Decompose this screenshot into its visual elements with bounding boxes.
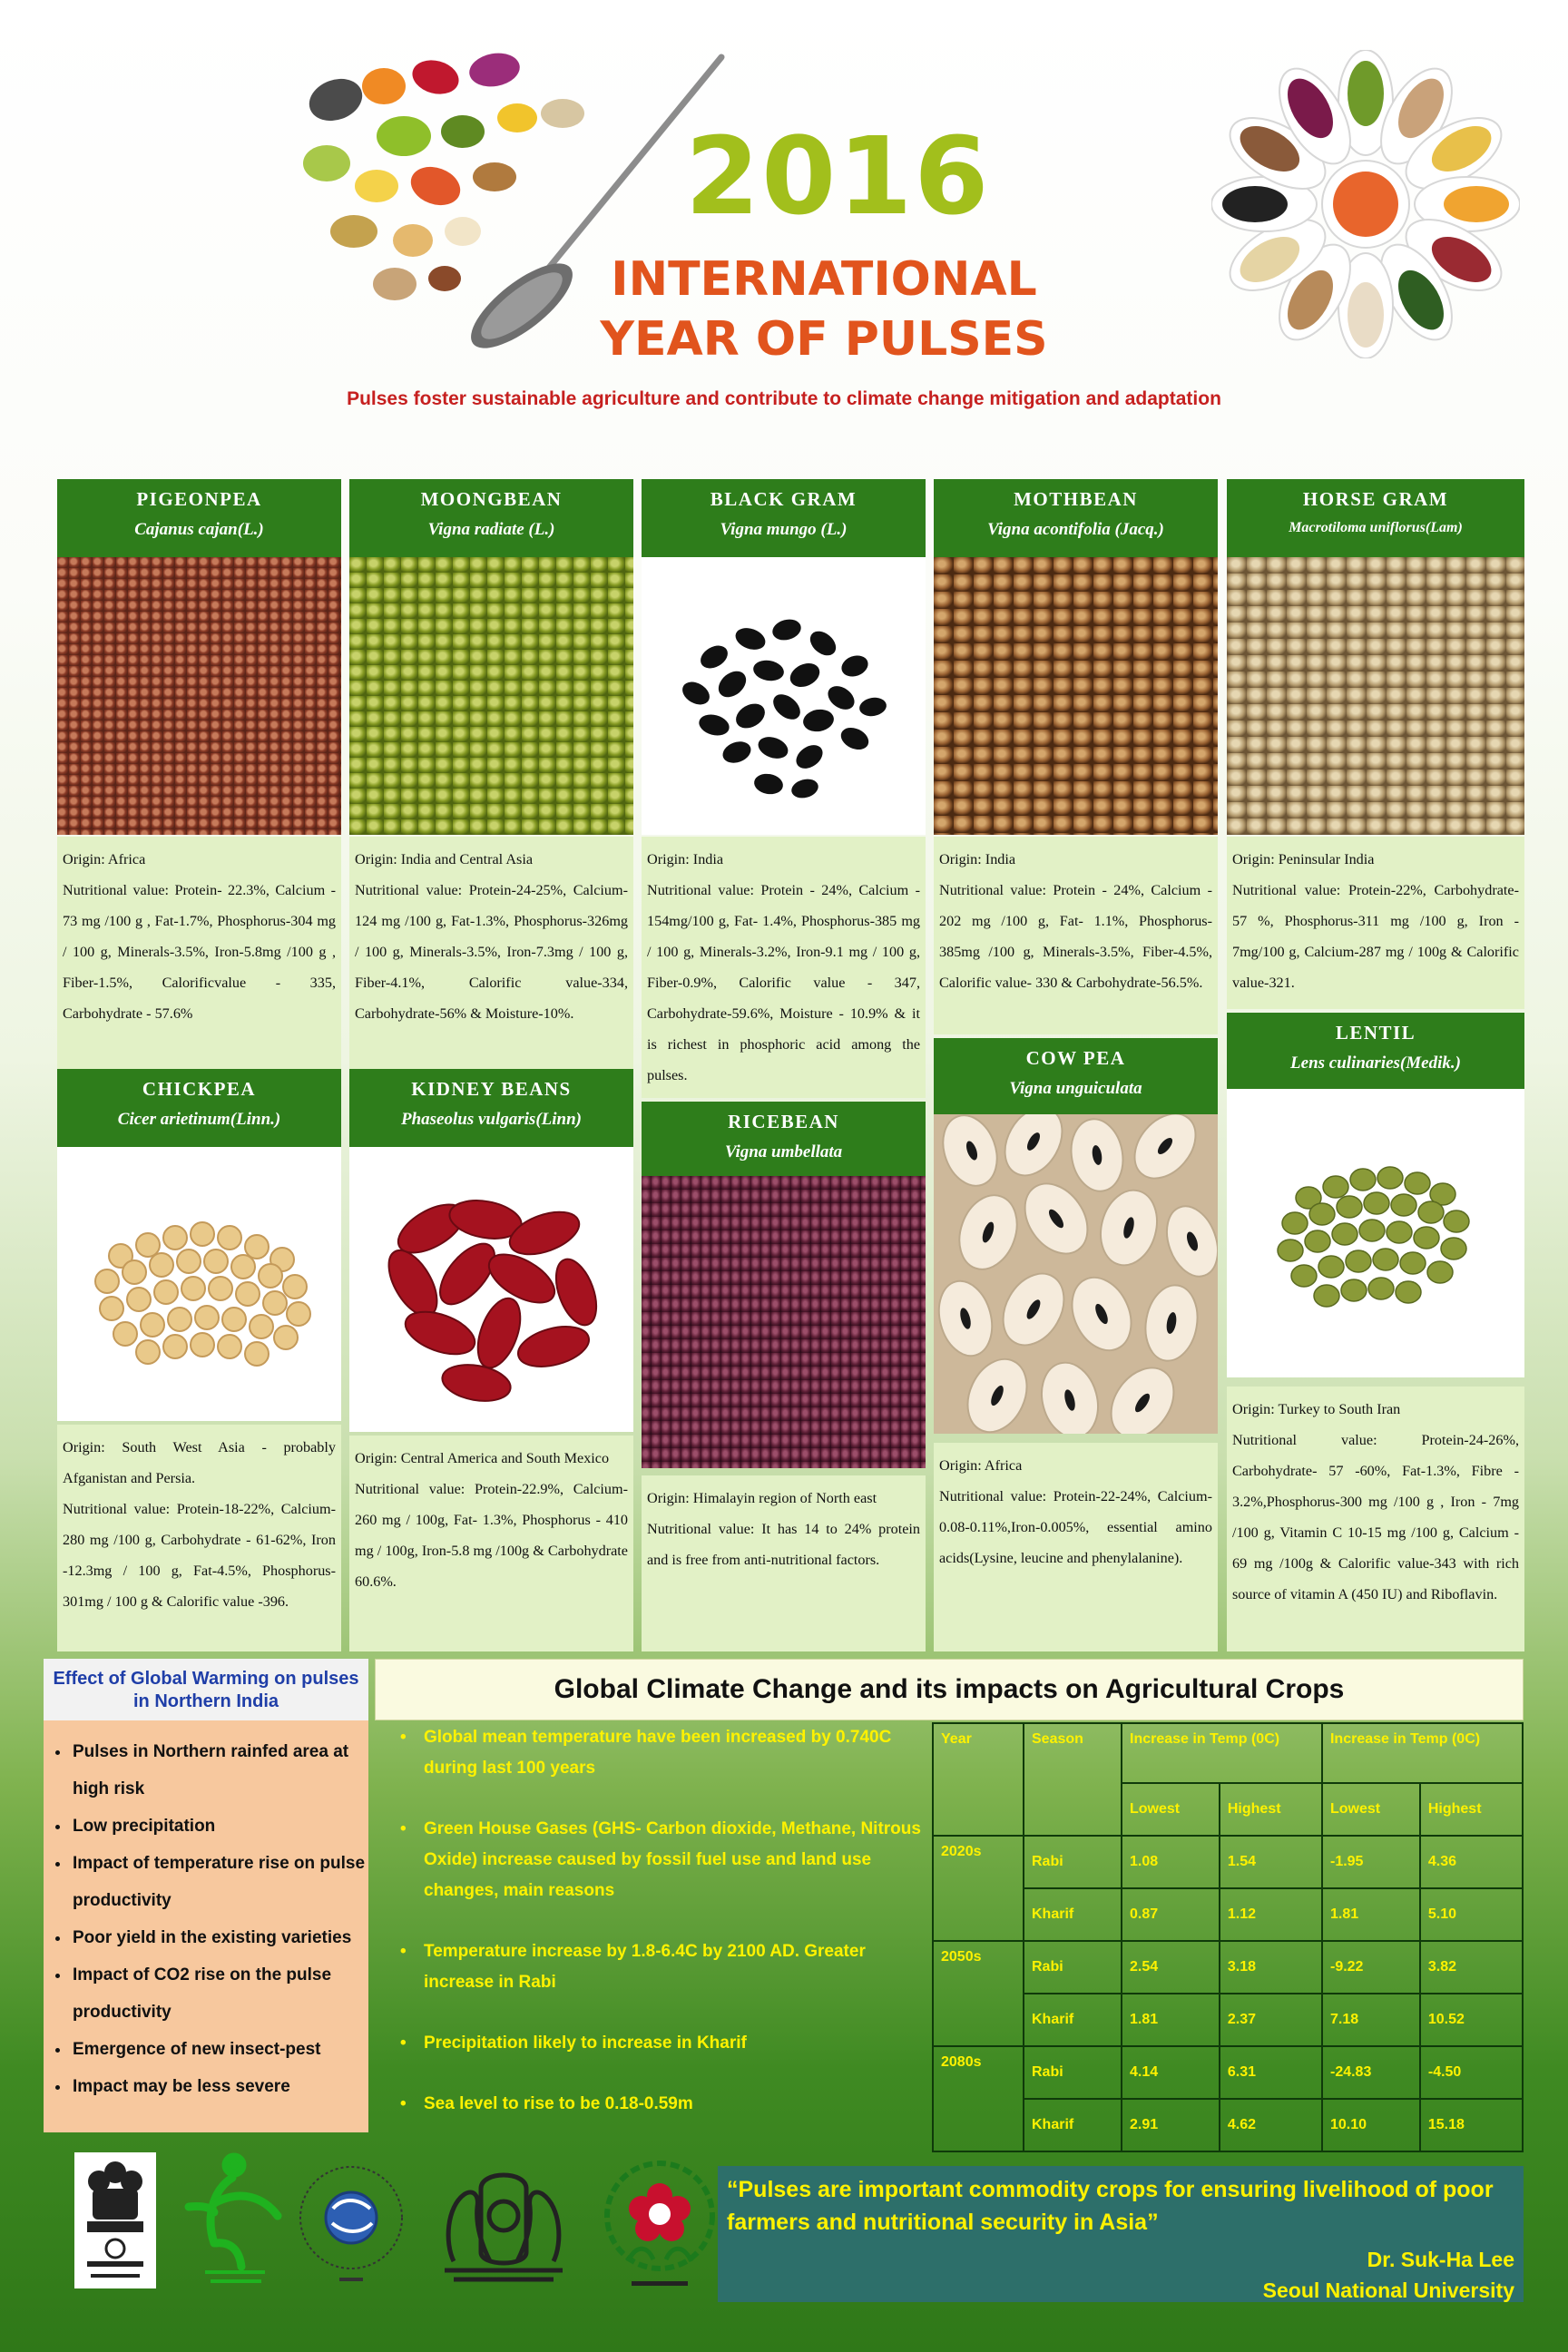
crop-name: PIGEONPEA xyxy=(136,488,262,510)
table-cell: 0.87 xyxy=(1122,1888,1220,1941)
table-row xyxy=(933,1836,1523,1888)
climate-points-list xyxy=(386,1722,930,2150)
cowpea-image xyxy=(934,1114,1218,1434)
list-item: • Low precipitation xyxy=(71,1808,368,1845)
moongbean-header xyxy=(349,479,633,557)
table-cell: 5.10 xyxy=(1420,1888,1523,1941)
global-warming-list xyxy=(44,1733,368,2105)
crop-nutrition: Nutritional value: Protein- 22.3%, Calcium - 73 mg /100 g , Fat-1.7%, Phosphorus-304 mg / 100 g, Minerals-3.5%, Iron-5.8mg /100 g , Fiber-1.5%, Calorificvalue - 335, Carbohydrate - 57.6% xyxy=(63,882,336,1022)
quote-author-affiliation: Seoul National University xyxy=(1262,2278,1514,2302)
moongbean-info xyxy=(349,837,633,1069)
crop-origin: Origin: Turkey to South Iran xyxy=(1232,1401,1401,1417)
crop-scientific-name: Vigna acontifolia (Jacq.) xyxy=(987,520,1164,539)
table-cell: 1.81 xyxy=(1322,1888,1420,1941)
horsegram-info xyxy=(1227,837,1524,1009)
crop-name: HORSE GRAM xyxy=(1302,488,1449,510)
crop-origin: Origin: Himalayin region of North east xyxy=(647,1490,877,1506)
table-cell: -1.95 xyxy=(1322,1836,1420,1888)
crop-nutrition: Nutritional value: Protein-22.9%, Calcium-260 mg / 100g, Fat- 1.3%, Phosphorus - 410 mg / 100g, Iron-5.8 mg /100g & Carbohydrate 60.6%. xyxy=(355,1481,628,1590)
crop-origin: Origin: India and Central Asia xyxy=(355,851,534,867)
crop-name: CHICKPEA xyxy=(142,1078,257,1100)
kscste-logo xyxy=(601,2152,719,2298)
emblem-of-india-logo xyxy=(74,2152,156,2288)
crop-scientific-name: Cajanus cajan(L.) xyxy=(134,520,264,539)
table-cell: 3.82 xyxy=(1420,1941,1523,1994)
table-cell: 2.54 xyxy=(1122,1941,1220,1994)
blackgram-image xyxy=(642,557,926,835)
table-cell: Rabi xyxy=(1024,1836,1122,1888)
table-header-cell: Increase in Temp (0C) xyxy=(1322,1723,1523,1783)
table-header-cell: Highest xyxy=(1420,1783,1523,1836)
pulses-bowl-icon xyxy=(1211,50,1520,358)
crop-scientific-name: Phaseolus vulgaris(Linn) xyxy=(400,1110,582,1129)
crop-nutrition: Nutritional value: Protein-18-22%, Calcium- 280 mg /100 g, Carbohydrate - 61-62%, Iron -12.3mg / 100 g, Fat-4.5%, Phosphorus- 301mg / 100 g & Calorific value -396. xyxy=(63,1501,336,1610)
table-header-cell: Increase in Temp (0C) xyxy=(1122,1723,1322,1783)
list-item: • Global mean temperature have been increased by 0.740C during last 100 years xyxy=(424,1722,930,1784)
lentil-image xyxy=(1227,1089,1524,1377)
crop-nutrition: Nutritional value: Protein-24-26%, Carbohydrate- 57 -60%, Fat-1.3%, Fibre - 3.2%,Phosphorus-300 mg /100 g , Iron - 7mg /100 g, Vitamin C 10-15 mg /100 g, Calcium - 69 mg /100g & Calorific value-343 with rich source of vitamin A (450 IU) and Riboflavin. xyxy=(1232,1432,1519,1602)
table-cell: 4.14 xyxy=(1122,2046,1220,2099)
crop-scientific-name: Vigna umbellata xyxy=(724,1142,843,1161)
kerala-state-emblem-logo xyxy=(426,2152,581,2288)
list-item: • Green House Gases (GHS- Carbon dioxide, Methane, Nitrous Oxide) increase caused by fossil fuel use and land use changes, main reasons xyxy=(424,1814,930,1906)
crop-nutrition: Nutritional value: Protein-24-25%, Calcium-124 mg /100 g, Fat-1.3%, Phosphorus-326mg / 100 g, Minerals-3.5%, Iron-7.3mg / 100 g, Fiber-4.1%, Calorific value-334, Carbohydrate-56% & Moisture-10%. xyxy=(355,882,628,1022)
table-cell: -9.22 xyxy=(1322,1941,1420,1994)
crop-origin: Origin: Peninsular India xyxy=(1232,851,1375,867)
kidneybeans-info xyxy=(349,1436,633,1651)
table-row xyxy=(933,2046,1523,2099)
table-cell: 15.18 xyxy=(1420,2099,1523,2151)
crop-scientific-name: Lens culinaries(Medik.) xyxy=(1290,1054,1461,1073)
pigeonpea-image xyxy=(57,557,341,835)
table-cell: 7.18 xyxy=(1322,1994,1420,2046)
table-cell: 1.81 xyxy=(1122,1994,1220,2046)
quote-author-name: Dr. Suk-Ha Lee xyxy=(1367,2248,1514,2271)
climate-change-title: Global Climate Change and its impacts on Agricultural Crops xyxy=(375,1659,1524,1720)
quote-box xyxy=(718,2166,1524,2302)
poster-year: 2016 xyxy=(685,113,991,239)
table-cell: -4.50 xyxy=(1420,2046,1523,2099)
table-cell: 1.54 xyxy=(1220,1836,1322,1888)
table-cell: 3.18 xyxy=(1220,1941,1322,1994)
table-cell: Rabi xyxy=(1024,1941,1122,1994)
chickpea-image xyxy=(57,1147,341,1421)
table-cell: 4.62 xyxy=(1220,2099,1322,2151)
crop-name: RICEBEAN xyxy=(728,1111,839,1132)
list-item: • Poor yield in the existing varieties xyxy=(71,1919,368,1956)
list-item: • Emergence of new insect-pest xyxy=(71,2031,368,2068)
horsegram-image xyxy=(1227,557,1524,835)
tagline: Pulses foster sustainable agriculture and contribute to climate change mitigation and adaptation xyxy=(347,388,1221,409)
table-header-cell: Lowest xyxy=(1322,1783,1420,1836)
crop-origin: Origin: India xyxy=(939,851,1016,867)
pigeonpea-info xyxy=(57,837,341,1069)
ricebean-info xyxy=(642,1475,926,1651)
table-cell: 1.12 xyxy=(1220,1888,1322,1941)
table-cell: Kharif xyxy=(1024,1994,1122,2046)
list-item: • Precipitation likely to increase in Kharif xyxy=(424,2028,930,2059)
crop-scientific-name: Vigna unguiculata xyxy=(1009,1079,1142,1098)
crop-name: LENTIL xyxy=(1335,1022,1416,1044)
blackgram-info xyxy=(642,837,926,1098)
table-header-cell: Season xyxy=(1024,1723,1122,1836)
chickpea-header xyxy=(57,1069,341,1147)
global-warming-title: Effect of Global Warming on pulses in Northern India xyxy=(44,1659,368,1720)
crop-nutrition: Nutritional value: Protein - 24%, Calcium - 154mg/100 g, Fat- 1.4%, Phosphorus-385 mg / 100 g, Minerals-3.2%, Iron-9.1 mg / 100 g, Fiber-0.9%, Calorific value - 347, Carbohydrate-59.6%, Moisture - 10.9% & it is richest in phosphoric acid among the pulses. xyxy=(647,882,920,1083)
list-item: • Pulses in Northern rainfed area at high risk xyxy=(71,1733,368,1808)
list-item: • Temperature increase by 1.8-6.4C by 2100 AD. Greater increase in Rabi xyxy=(424,1936,930,1998)
list-item: • Sea level to rise to be 0.18-0.59m xyxy=(424,2089,930,2120)
table-cell: 10.10 xyxy=(1322,2099,1420,2151)
table-cell: 2.91 xyxy=(1122,2099,1220,2151)
table-row xyxy=(933,1941,1523,1994)
global-warming-box xyxy=(44,1659,368,2132)
mothbean-header xyxy=(934,479,1218,557)
table-header-cell: Year xyxy=(933,1723,1024,1836)
institute-globe-logo xyxy=(292,2152,410,2288)
table-cell: 2020s xyxy=(933,1836,1024,1941)
lentil-info xyxy=(1227,1387,1524,1651)
table-cell: 4.36 xyxy=(1420,1836,1523,1888)
temperature-table xyxy=(932,1722,1524,2152)
table-cell: 10.52 xyxy=(1420,1994,1523,2046)
crop-nutrition: Nutritional value: Protein - 24%, Calcium - 202 mg /100 g, Fat- 1.1%, Phosphorus- 385mg /100 g, Minerals-3.5%, Fiber-4.5%, Calorific value- 330 & Carbohydrate-56.5%. xyxy=(939,882,1212,991)
table-header-cell: Highest xyxy=(1220,1783,1322,1836)
kidneybeans-header xyxy=(349,1069,633,1147)
kidneybeans-image xyxy=(349,1147,633,1432)
table-cell: Rabi xyxy=(1024,2046,1122,2099)
crop-nutrition: Nutritional value: Protein-22-24%, Calcium-0.08-0.11%,Iron-0.005%, essential amino acids(Lysine, leucine and phenylalanine). xyxy=(939,1488,1212,1566)
lentil-header xyxy=(1227,1013,1524,1089)
mothbean-image xyxy=(934,557,1218,835)
krishi-vigyan-logo xyxy=(178,2152,287,2288)
crop-name: KIDNEY BEANS xyxy=(411,1078,572,1100)
table-cell: 2080s xyxy=(933,2046,1024,2151)
table-cell: Kharif xyxy=(1024,2099,1122,2151)
cowpea-header xyxy=(934,1038,1218,1114)
pigeonpea-header xyxy=(57,479,341,557)
crop-origin: Origin: South West Asia - probably Afganistan and Persia. xyxy=(63,1439,336,1486)
mothbean-info xyxy=(934,837,1218,1034)
title-line-2: YEAR OF PULSES xyxy=(600,312,1048,367)
list-item: • Impact of CO2 rise on the pulse productivity xyxy=(71,1956,368,2031)
crop-name: COW PEA xyxy=(1025,1047,1126,1069)
ricebean-image xyxy=(642,1176,926,1468)
crop-scientific-name: Cicer arietinum(Linn.) xyxy=(117,1110,281,1129)
crop-origin: Origin: Central America and South Mexico xyxy=(355,1450,610,1466)
ricebean-header xyxy=(642,1102,926,1176)
table-cell: -24.83 xyxy=(1322,2046,1420,2099)
crop-nutrition: Nutritional value: It has 14 to 24% protein and is free from anti-nutritional factors. xyxy=(647,1521,920,1568)
quote-author xyxy=(727,2244,1514,2306)
crop-scientific-name: Macrotiloma uniflorus(Lam) xyxy=(1289,520,1463,535)
quote-text: “Pulses are important commodity crops for ensuring livelihood of poor farmers and nutritional security in Asia” xyxy=(727,2177,1494,2235)
list-item: • Impact of temperature rise on pulse productivity xyxy=(71,1845,368,1919)
horsegram-header xyxy=(1227,479,1524,557)
crop-name: BLACK GRAM xyxy=(710,488,858,510)
crop-scientific-name: Vigna radiate (L.) xyxy=(427,520,555,539)
crop-name: MOONGBEAN xyxy=(420,488,563,510)
cowpea-info xyxy=(934,1443,1218,1651)
chickpea-info xyxy=(57,1425,341,1651)
title-line-1: INTERNATIONAL xyxy=(611,252,1037,307)
crop-scientific-name: Vigna mungo (L.) xyxy=(720,520,848,539)
table-cell: 2050s xyxy=(933,1941,1024,2046)
table-cell: 6.31 xyxy=(1220,2046,1322,2099)
blackgram-header xyxy=(642,479,926,557)
crop-origin: Origin: Africa xyxy=(63,851,146,867)
table-cell: 2.37 xyxy=(1220,1994,1322,2046)
table-cell: 1.08 xyxy=(1122,1836,1220,1888)
moongbean-image xyxy=(349,557,633,835)
list-item: • Impact may be less severe xyxy=(71,2068,368,2105)
crop-nutrition: Nutritional value: Protein-22%, Carbohydrate- 57 %, Phosphorus-311 mg /100 g, Iron - 7mg/100 g, Calcium-287 mg / 100g & Calorific value-321. xyxy=(1232,882,1519,991)
poster-title xyxy=(588,250,1060,369)
table-header-row xyxy=(933,1723,1523,1783)
crop-origin: Origin: Africa xyxy=(939,1457,1023,1474)
table-header-cell: Lowest xyxy=(1122,1783,1220,1836)
table-cell: Kharif xyxy=(1024,1888,1122,1941)
crop-name: MOTHBEAN xyxy=(1014,488,1138,510)
crop-origin: Origin: India xyxy=(647,851,724,867)
